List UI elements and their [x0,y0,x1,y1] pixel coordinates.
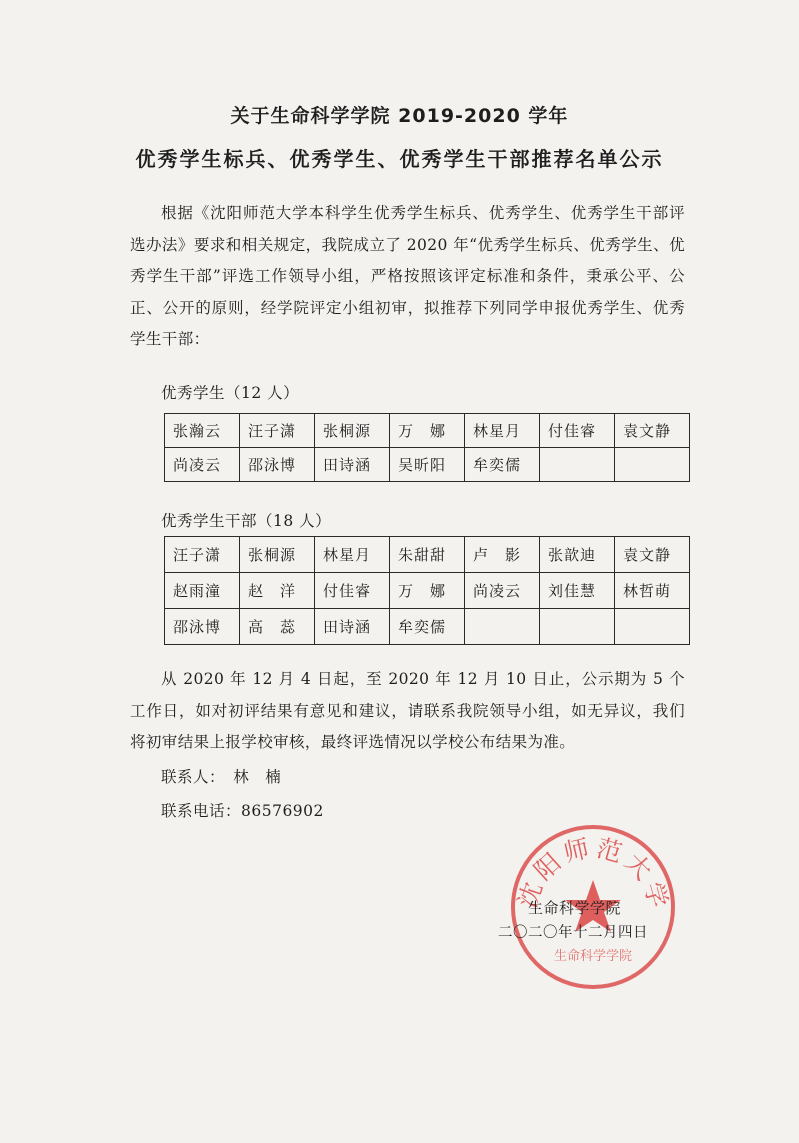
intro-paragraph: 根据《沈阳师范大学本科学生优秀学生标兵、优秀学生、优秀学生干部评选办法》要求和相关规定，我院成立了 2020 年“优秀学生标兵、优秀学生、优秀学生干部”评选工作领导小组，严格按照该评定标准和条件，秉承公平、公正、公开的原则，经学院评定小组初审，拟推荐下列同学申报优秀学生、优秀学生干部： [130,204,685,348]
title-line-2: 优秀学生标兵、优秀学生、优秀学生干部推荐名单公示 [135,147,664,171]
notice-paragraph: 从 2020 年 12 月 4 日起，至 2020 年 12 月 10 日止，公示期为 5 个工作日，如对初评结果有意见和建议，请联系我院领导小组，如无异议，我们将初审结果上报学校审核，最终评选情况以学校公布结果为准。 [130,670,685,751]
contact-person: 联系人： 林 楠 [161,768,282,786]
name-cell [540,609,615,645]
name-cell: 林星月 [315,537,390,573]
student-cadres-table [164,536,690,645]
excellent-students-label: 优秀学生（12 人） [161,384,300,402]
seal-arc-text: 沈阳师范大学 [512,832,675,915]
name-cell: 朱甜甜 [390,537,465,573]
name-cell: 付佳睿 [540,414,615,448]
name-cell: 田诗涵 [315,448,390,482]
student-cadres-label: 优秀学生干部（18 人） [161,512,332,530]
contact-phone: 联系电话：86576902 [161,802,324,820]
name-cell: 牟奕儒 [390,609,465,645]
name-cell: 袁文静 [615,414,690,448]
name-cell: 张瀚云 [165,414,240,448]
name-cell: 袁文静 [615,537,690,573]
name-cell: 牟奕儒 [465,448,540,482]
table-row [165,537,690,573]
name-cell [465,609,540,645]
name-cell: 尚凌云 [465,573,540,609]
name-cell: 张桐源 [315,414,390,448]
name-cell: 林哲萌 [615,573,690,609]
name-cell: 张歆迪 [540,537,615,573]
name-cell: 万 娜 [390,573,465,609]
table-row [165,448,690,482]
excellent-students-table [164,413,690,482]
name-cell: 付佳睿 [315,573,390,609]
name-cell: 邵泳博 [240,448,315,482]
name-cell: 林星月 [465,414,540,448]
name-cell [615,448,690,482]
table-row [165,609,690,645]
name-cell: 邵泳博 [165,609,240,645]
signature-date: 二〇二〇年十二月四日 [498,925,648,941]
name-cell: 汪子潇 [240,414,315,448]
name-cell: 刘佳慧 [540,573,615,609]
table-row [165,414,690,448]
name-cell: 万 娜 [390,414,465,448]
name-cell: 吴昕阳 [390,448,465,482]
name-cell [540,448,615,482]
seal-subtext: 生命科学学院 [553,949,633,964]
name-cell: 张桐源 [240,537,315,573]
name-cell: 赵雨潼 [165,573,240,609]
name-cell [615,609,690,645]
title-line-1: 关于生命科学学院 2019-2020 学年 [230,105,569,127]
table-row [165,573,690,609]
name-cell: 高 蕊 [240,609,315,645]
signature-unit: 生命科学学院 [528,899,622,917]
name-cell: 卢 影 [465,537,540,573]
name-cell: 赵 洋 [240,573,315,609]
name-cell: 汪子潇 [165,537,240,573]
name-cell: 田诗涵 [315,609,390,645]
name-cell: 尚凌云 [165,448,240,482]
